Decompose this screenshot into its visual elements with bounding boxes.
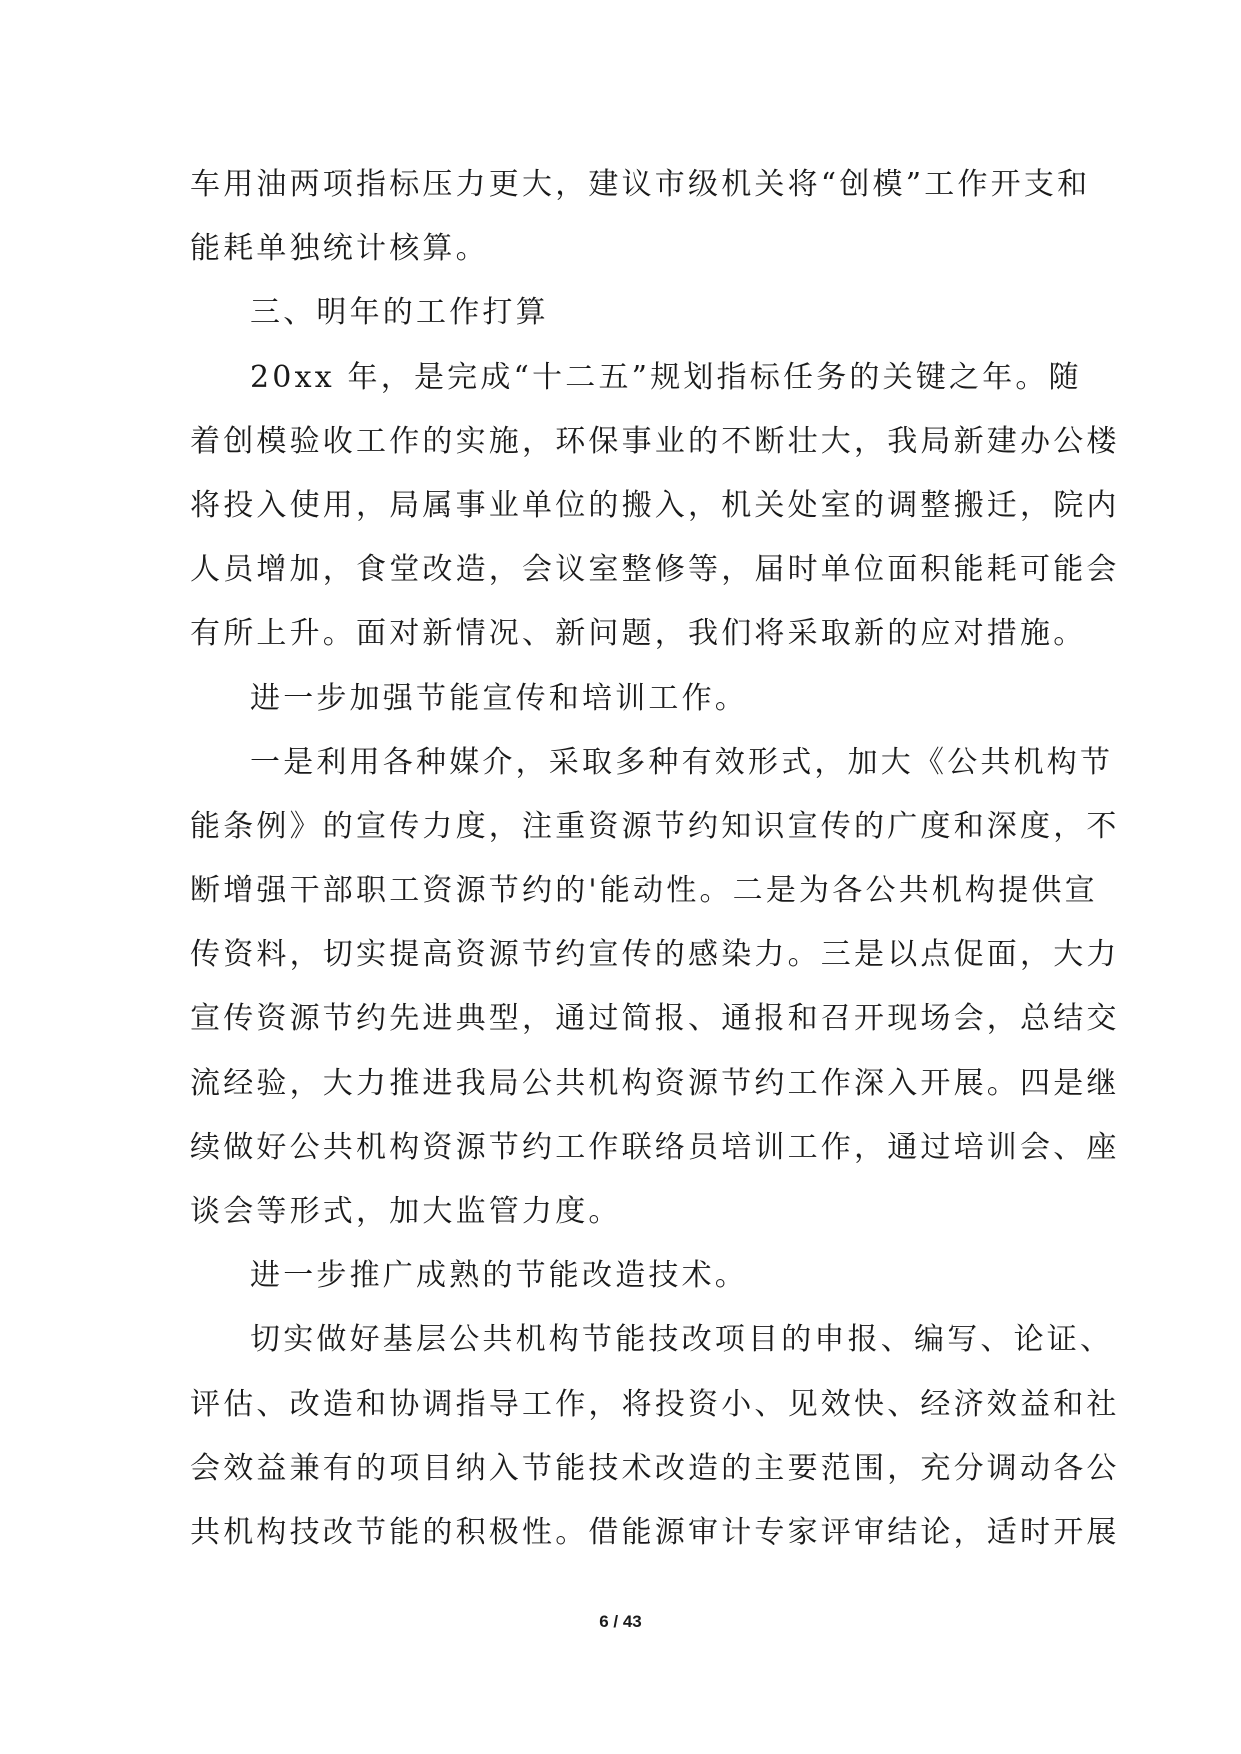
- text-line: 断增强干部职工资源节约的'能动性。二是为各公共机构提供宣: [190, 873, 1098, 909]
- text-line: 切实做好基层公共机构节能技改项目的申报、编写、论证、: [250, 1322, 1114, 1358]
- text-line: 评估、改造和协调指导工作，将投资小、见效快、经济效益和社: [190, 1386, 1120, 1422]
- subsection-heading: 进一步推广成熟的节能改造技术。: [250, 1258, 748, 1294]
- text-line: 续做好公共机构资源节约工作联络员培训工作，通过培训会、座: [190, 1129, 1120, 1165]
- text-line: 宣传资源节约先进典型，通过简报、通报和召开现场会，总结交: [190, 1001, 1120, 1037]
- subsection-heading: 进一步加强节能宣传和培训工作。: [250, 680, 748, 716]
- text-line: 着创模验收工作的实施，环保事业的不断壮大，我局新建办公楼: [190, 423, 1120, 459]
- section-heading: 三、明年的工作打算: [250, 295, 549, 331]
- page-number: 6 / 43: [599, 1612, 642, 1631]
- text-line: 能耗单独统计核算。: [190, 231, 489, 267]
- text-line: 20xx 年，是完成“十二五”规划指标任务的关键之年。随: [250, 359, 1082, 395]
- text-line: 流经验，大力推进我局公共机构资源节约工作深入开展。四是继: [190, 1065, 1120, 1101]
- text-line: 共机构技改节能的积极性。借能源审计专家评审结论，适时开展: [190, 1514, 1120, 1550]
- text-line: 一是利用各种媒介，采取多种有效形式，加大《公共机构节: [250, 744, 1114, 780]
- text-line: 车用油两项指标压力更大，建议市级机关将“创模”工作开支和: [190, 167, 1091, 202]
- text-line: 能条例》的宣传力度，注重资源节约知识宣传的广度和深度，不: [190, 808, 1120, 844]
- text-line: 人员增加，食堂改造，会议室整修等，届时单位面积能耗可能会: [190, 552, 1120, 588]
- text-line: 有所上升。面对新情况、新问题，我们将采取新的应对措施。: [190, 616, 1087, 652]
- text-line: 传资料，切实提高资源节约宣传的感染力。三是以点促面，大力: [190, 937, 1120, 973]
- text-line: 会效益兼有的项目纳入节能技术改造的主要范围，充分调动各公: [190, 1450, 1120, 1486]
- body-text: [190, 153, 1120, 1565]
- text-line: 谈会等形式，加大监管力度。: [190, 1194, 622, 1229]
- text-line: 将投入使用，局属事业单位的搬入，机关处室的调整搬迁，院内: [190, 487, 1120, 523]
